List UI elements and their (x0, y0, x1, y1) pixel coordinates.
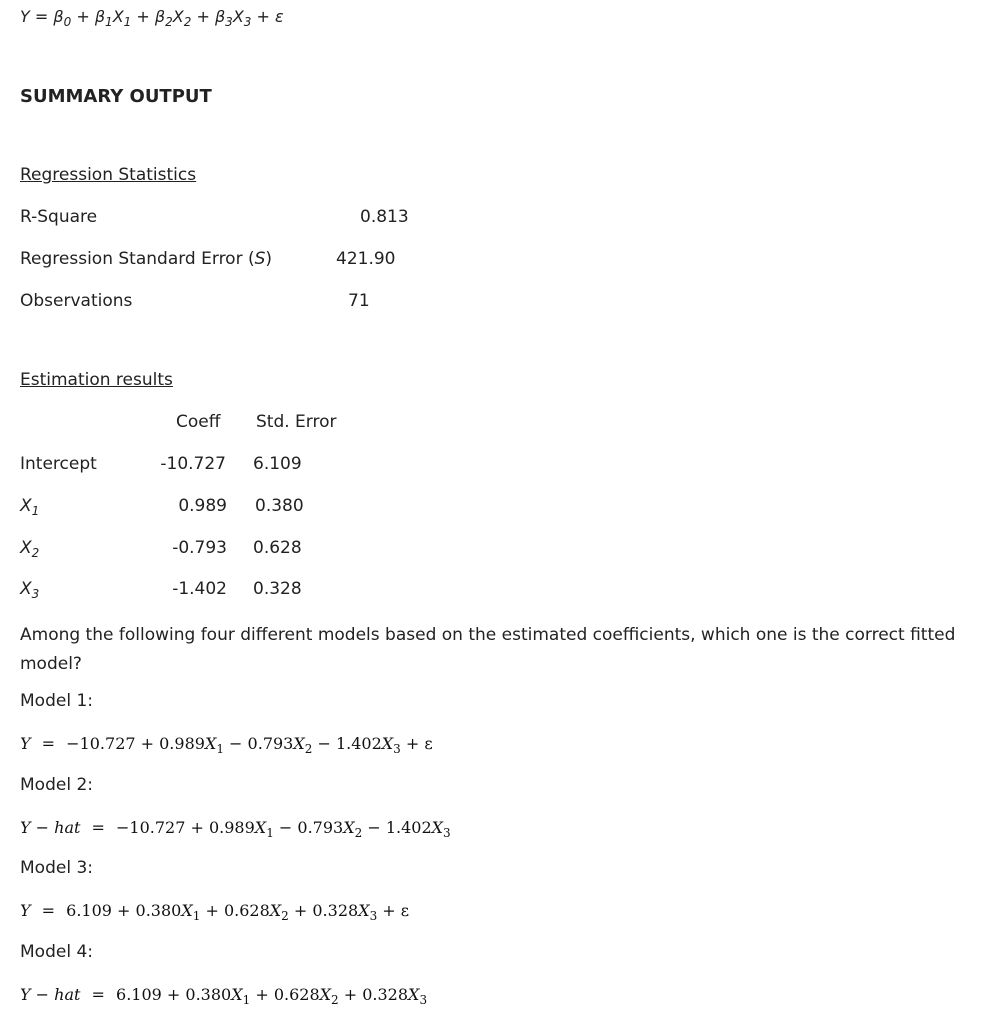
question-text: Among the following four different models based on the estimated coefficients, which one is the correct fitted model? (20, 625, 956, 674)
stat-label-observations: Observations (20, 291, 133, 311)
eq-y: Y (20, 7, 30, 26)
eq-plus: + (76, 7, 90, 26)
eq-beta1: $\beta_1X_1$ (94, 7, 132, 29)
row-label-intercept: Intercept (20, 454, 97, 474)
stat-value-std-error: 421.90 (336, 249, 396, 269)
eq-epsilon: ε (275, 7, 284, 26)
se-x2: 0.628 (253, 538, 302, 558)
stat-label-std-error: Regression Standard Error (S) (20, 249, 273, 269)
row-label-x2: $X_2$ (20, 538, 40, 560)
eq-plus: + (136, 7, 150, 26)
eq-beta3: $\beta_3X_3$ (214, 7, 252, 29)
model-equation-2: Y − hat = $-10.727 + 0.989X_1 - 0.793X_2 - 1.402X_3$ (20, 818, 451, 840)
model-equation (20, 7, 284, 29)
row-label-x1: $X_1$ (20, 496, 40, 518)
coeff-x2: -0.793 (172, 538, 227, 558)
model-equation-1: $Y = -10.727 + 0.989X_1 - 0.793X_2 - 1.402X_3 + \varepsilon$ (20, 734, 433, 756)
model-label-2: Model 2: (20, 775, 93, 795)
coeff-x1: 0.989 (178, 496, 227, 516)
stat-value-observations: 71 (348, 291, 370, 311)
model-equation-3: $Y = 6.109 + 0.380X_1 + 0.628X_2 + 0.328X_3 + \varepsilon$ (20, 901, 410, 923)
summary-title: SUMMARY OUTPUT (20, 86, 212, 107)
model-label-1: Model 1: (20, 691, 93, 711)
row-label-x3: $X_3$ (20, 579, 40, 601)
coeff-intercept: -10.727 (160, 454, 226, 474)
eq-beta2: $\beta_2X_2$ (154, 7, 192, 29)
model-equation-4: Y − hat = $6.109 + 0.380X_1 + 0.628X_2 + 0.328X_3$ (20, 985, 428, 1007)
stat-value-r-square: 0.813 (360, 207, 409, 227)
se-x3: 0.328 (253, 579, 302, 599)
regression-statistics-heading: Regression Statistics (20, 165, 197, 185)
estimation-heading: Estimation results (20, 370, 173, 390)
se-intercept: 6.109 (253, 454, 302, 474)
coeff-x3: -1.402 (172, 579, 227, 599)
col-header-coeff: Coeff (176, 412, 221, 432)
se-x1: 0.380 (255, 496, 304, 516)
stat-label-r-square: R-Square (20, 207, 98, 227)
eq-plus: + (256, 7, 270, 26)
col-header-std-error: Std. Error (256, 412, 337, 432)
eq-beta0: $\beta_0$ (53, 7, 72, 29)
eq-equals: = (34, 7, 49, 26)
model-label-3: Model 3: (20, 858, 93, 878)
eq-plus: + (196, 7, 210, 26)
model-label-4: Model 4: (20, 942, 93, 962)
